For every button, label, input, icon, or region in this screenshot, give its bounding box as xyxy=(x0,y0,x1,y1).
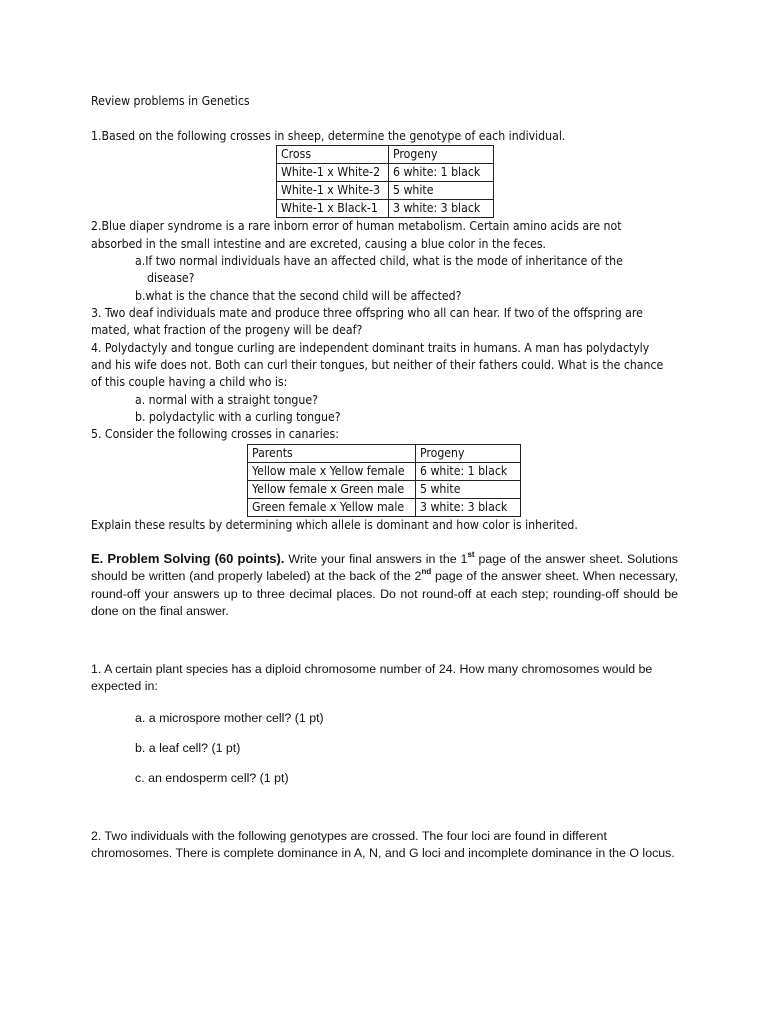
table-cell: 6 white: 1 black xyxy=(416,463,521,481)
q3-line-1: 3. Two deaf individuals mate and produce three offspring who all can hear. If two of the offspring are xyxy=(91,306,643,320)
table-cell: White-1 x White-3 xyxy=(277,182,389,200)
table-row xyxy=(277,182,494,200)
q4-part-a: a. normal with a straight tongue? xyxy=(135,393,318,407)
table-cell: Green female x Yellow male xyxy=(248,499,416,517)
q1-text: 1.Based on the following crosses in sheep, determine the genotype of each individual. xyxy=(91,129,566,143)
table-header-cell: Cross xyxy=(277,146,389,164)
q3-line-2: mated, what fraction of the progeny will be deaf? xyxy=(91,323,363,337)
table-header-cell: Progeny xyxy=(416,445,521,463)
table-header-row xyxy=(277,146,494,164)
table-cell: White-1 x Black-1 xyxy=(277,200,389,218)
q2-part-a-line-2: disease? xyxy=(147,271,195,285)
q2-part-a-line-1: a.If two normal individuals have an affected child, what is the mode of inheritance of the xyxy=(135,254,623,268)
table-cell: 6 white: 1 black xyxy=(389,164,494,182)
q4-line-2: and his wife does not. Both can curl their tongues, but neither of their fathers could. What is the chance xyxy=(91,358,664,372)
q4-line-1: 4. Polydactyly and tongue curling are independent dominant traits in humans. A man has polydactyly xyxy=(91,341,650,355)
table-cell: 3 white: 3 black xyxy=(389,200,494,218)
table-cell: 5 white xyxy=(389,182,494,200)
section-e-heading: E. Problem Solving (60 points). xyxy=(91,551,285,566)
table-cell: Yellow male x Yellow female xyxy=(248,463,416,481)
table-cell: Yellow female x Green male xyxy=(248,481,416,499)
section-e-instructions xyxy=(91,550,678,621)
table-row xyxy=(248,499,521,517)
problem-2-text: 2. Two individuals with the following genotypes are crossed. The four loci are found in different chromosomes. There is complete dominance in A, N, and G loci and incomplete dominance in the O locus. xyxy=(91,829,675,861)
problem-1-part-b: b. a leaf cell? (1 pt) xyxy=(135,741,241,755)
table-cell: 5 white xyxy=(416,481,521,499)
table-cell: White-1 x White-2 xyxy=(277,164,389,182)
table-header-cell: Parents xyxy=(248,445,416,463)
sheep-cross-table xyxy=(276,145,494,218)
q4-line-3: of this couple having a child who is: xyxy=(91,375,288,389)
table-row xyxy=(248,463,521,481)
superscript-nd: nd xyxy=(421,567,432,577)
superscript-st: st xyxy=(467,550,475,559)
q5-explain: Explain these results by determining which allele is dominant and how color is inherited. xyxy=(91,518,578,532)
problem-1-part-c: c. an endosperm cell? (1 pt) xyxy=(135,771,289,785)
q5-text: 5. Consider the following crosses in canaries: xyxy=(91,427,339,441)
q2-part-b: b.what is the chance that the second child will be affected? xyxy=(135,289,462,303)
section-e-text-3: page of the answer sheet. When necessary, round-off your answers up to three decimal places. Do not round-off at each step; rounding-off should be done on the final answer. xyxy=(91,569,679,619)
table-row xyxy=(248,481,521,499)
section-e-text-1: Write your final answers in the 1 xyxy=(284,552,468,566)
table-cell: 3 white: 3 black xyxy=(416,499,521,517)
section-e-text-2: page of the answer sheet. Solutions should be written (and properly labeled) at the back of the 2 xyxy=(91,552,679,584)
q2-line-2: absorbed in the small intestine and are excreted, causing a blue color in the feces. xyxy=(91,237,547,251)
document-title: Review problems in Genetics xyxy=(91,94,250,108)
q2-line-1: 2.Blue diaper syndrome is a rare inborn error of human metabolism. Certain amino acids are not xyxy=(91,219,622,233)
table-header-cell: Progeny xyxy=(389,146,494,164)
table-row xyxy=(277,164,494,182)
canary-cross-table xyxy=(247,444,521,517)
problem-1-part-a: a. a microspore mother cell? (1 pt) xyxy=(135,711,324,725)
table-row xyxy=(277,200,494,218)
problem-1-text: 1. A certain plant species has a diploid chromosome number of 24. How many chromosomes would be expected in: xyxy=(91,662,653,694)
table-header-row xyxy=(248,445,521,463)
q4-part-b: b. polydactylic with a curling tongue? xyxy=(135,410,341,424)
